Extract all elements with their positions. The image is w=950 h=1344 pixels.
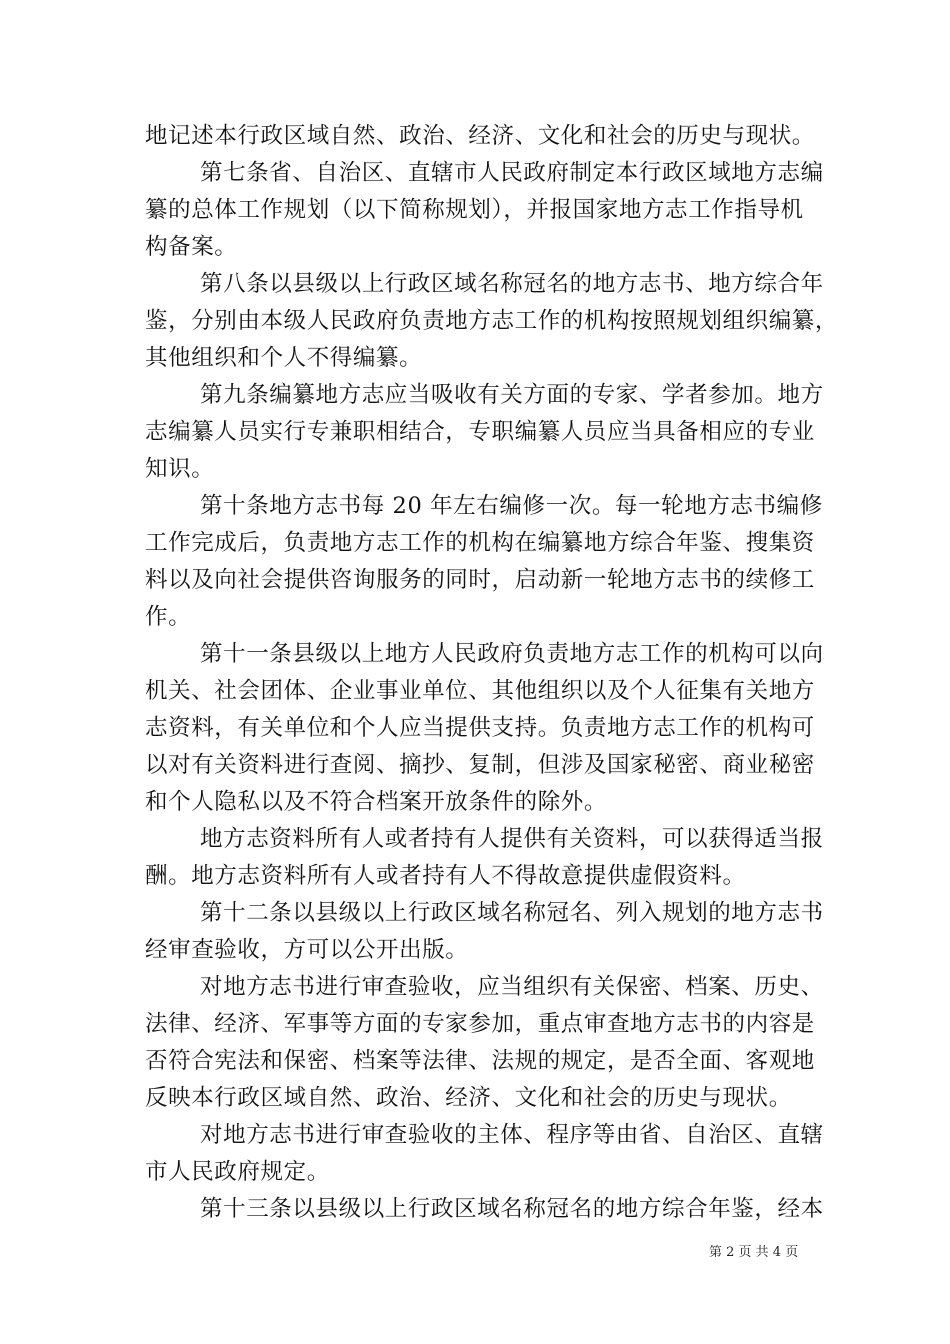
text-line: 第十二条以县级以上行政区域名称冠名、列入规划的地方志书 <box>200 900 824 926</box>
text-line: 志资料，有关单位和个人应当提供支持。负责地方志工作的机构可 <box>145 715 815 741</box>
text-line: 鉴，分别由本级人民政府负责地方志工作的机构按照规划组织编纂， <box>145 308 839 334</box>
text-line: 志编纂人员实行专兼职相结合，专职编纂人员应当具备相应的专业 <box>145 419 815 445</box>
text-line: 机关、社会团体、企业事业单位、其他组织以及个人征集有关地方 <box>145 678 815 704</box>
text-line: 对地方志书进行审查验收的主体、程序等由省、自治区、直辖 <box>200 1122 824 1148</box>
text-line: 否符合宪法和保密、档案等法律、法规的规定，是否全面、客观地 <box>145 1048 815 1074</box>
text-line: 反映本行政区域自然、政治、经济、文化和社会的历史与现状。 <box>145 1085 792 1111</box>
text-line: 对地方志书进行审查验收，应当组织有关保密、档案、历史、 <box>200 974 824 1000</box>
text-line: 第十三条以县级以上行政区域名称冠名的地方综合年鉴，经本 <box>200 1196 824 1222</box>
text-line: 纂的总体工作规划（以下简称规划），并报国家地方志工作指导机 <box>145 197 804 223</box>
page-number-footer: 第 2 页 共 4 页 <box>709 1245 799 1260</box>
text-line: 第八条以县级以上行政区域名称冠名的地方志书、地方综合年 <box>200 271 824 297</box>
text-line: 以对有关资料进行查阅、摘抄、复制，但涉及国家秘密、商业秘密 <box>145 752 815 778</box>
text-line: 地方志资料所有人或者持有人提供有关资料，可以获得适当报 <box>200 826 824 852</box>
text-line: 构备案。 <box>145 234 238 260</box>
text-line: 酬。地方志资料所有人或者持有人不得故意提供虚假资料。 <box>145 863 746 889</box>
text-line: 作。 <box>145 604 192 630</box>
text-line: 工作完成后，负责地方志工作的机构在编纂地方综合年鉴、搜集资 <box>145 530 815 556</box>
text-line: 地记述本行政区域自然、政治、经济、文化和社会的历史与现状。 <box>145 123 815 149</box>
text-line: 第十一条县级以上地方人民政府负责地方志工作的机构可以向 <box>200 641 824 667</box>
text-line: 和个人隐私以及不符合档案开放条件的除外。 <box>145 789 608 815</box>
text-line: 第九条编纂地方志应当吸收有关方面的专家、学者参加。地方 <box>200 382 824 408</box>
text-line: 其他组织和个人不得编纂。 <box>145 345 423 371</box>
text-line: 第七条省、自治区、直辖市人民政府制定本行政区域地方志编 <box>200 160 824 186</box>
text-line: 经审查验收，方可以公开出版。 <box>145 937 469 963</box>
text-line: 知识。 <box>145 456 215 482</box>
text-line: 料以及向社会提供咨询服务的同时，启动新一轮地方志书的续修工 <box>145 567 815 593</box>
text-line: 市人民政府规定。 <box>145 1159 330 1185</box>
text-line: 第十条地方志书每 20 年左右编修一次。每一轮地方志书编修 <box>200 493 823 519</box>
text-line: 法律、经济、军事等方面的专家参加，重点审查地方志书的内容是 <box>145 1011 815 1037</box>
